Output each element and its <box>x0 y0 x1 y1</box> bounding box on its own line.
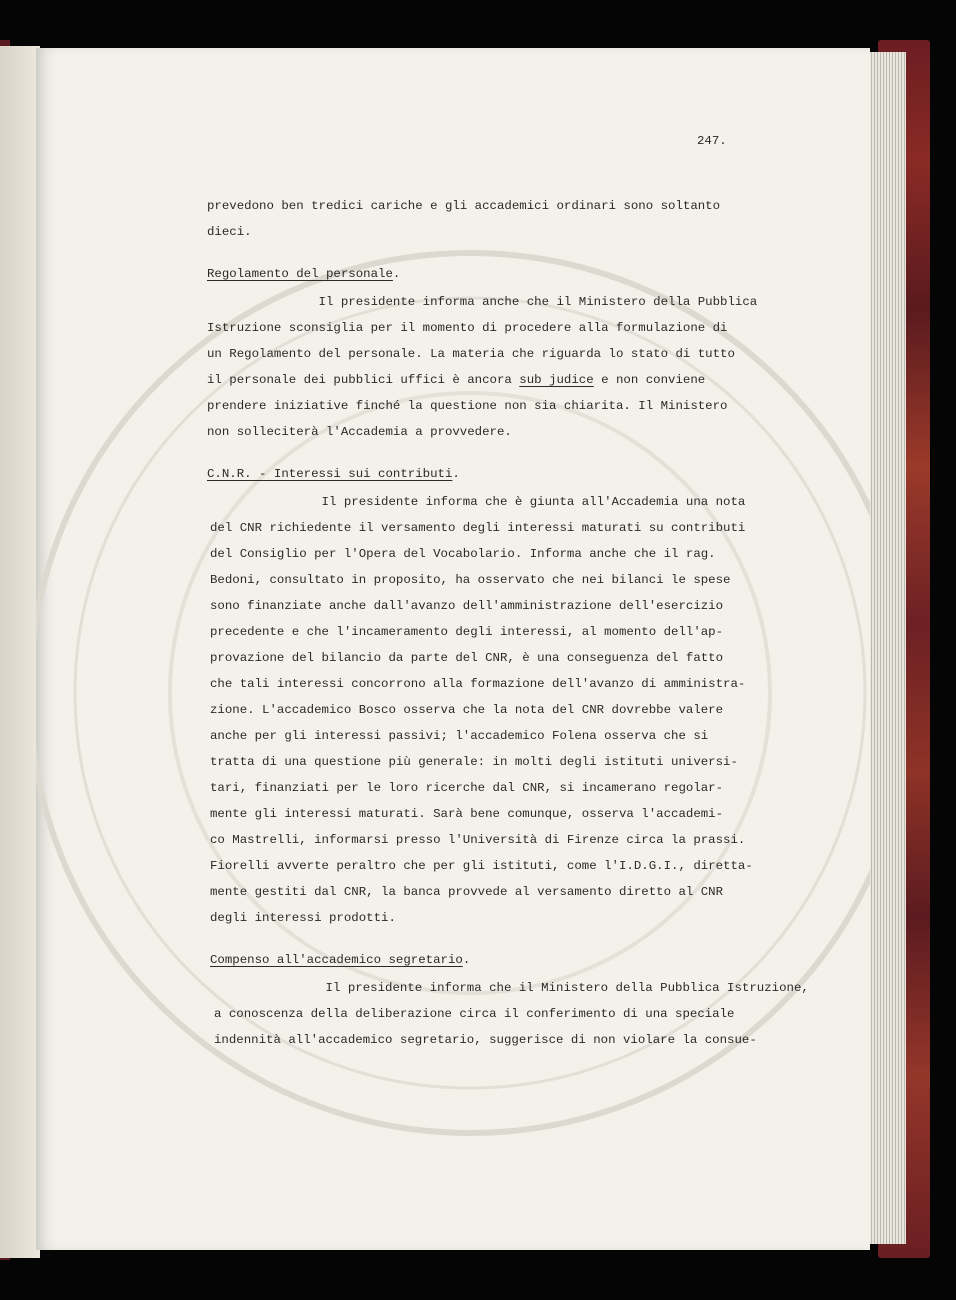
text-segment: mente gestiti dal CNR, la banca provvede al versamento diretto al CNR <box>210 885 724 899</box>
text-line <box>210 697 753 723</box>
text-segment: anche per gli interessi passivi; l'accademico Folena osserva che si <box>210 729 709 743</box>
text-segment: un Regolamento del personale. La materia che riguarda lo stato di tutto <box>207 347 735 361</box>
text-segment: Il presidente informa anche che il Ministero della Pubblica <box>207 295 758 309</box>
paragraph <box>214 975 809 1053</box>
text-line <box>210 853 753 879</box>
text-segment: del Consiglio per l'Opera del Vocabolario. Informa anche che il rag. <box>210 547 716 561</box>
text-line <box>210 645 753 671</box>
underlined-text: Compenso all'accademico segretario <box>210 953 463 967</box>
page-stack-edge <box>866 52 906 1244</box>
text-segment: indennità all'accademico segretario, suggerisce di non violare la consue- <box>214 1033 757 1047</box>
section-heading <box>207 461 460 487</box>
text-segment: . <box>452 467 460 481</box>
text-line <box>210 619 753 645</box>
text-line <box>207 289 757 315</box>
text-segment: . <box>462 953 471 967</box>
text-segment: non solleciterà l'Accademia a provvedere. <box>207 425 512 439</box>
text-segment: degli interessi prodotti. <box>210 911 396 925</box>
text-segment: Istruzione sconsiglia per il momento di procedere alla formulazione di <box>207 321 728 335</box>
text-segment: a conoscenza della deliberazione circa il conferimento di una speciale <box>214 1007 735 1021</box>
document-page <box>36 48 870 1250</box>
section-heading <box>207 261 400 287</box>
text-segment: precedente e che l'incameramento degli interessi, al momento dell'ap- <box>210 625 724 639</box>
text-line <box>210 775 753 801</box>
text-line <box>210 515 753 541</box>
left-page-edge <box>0 46 40 1258</box>
text-segment: dieci. <box>207 225 252 239</box>
text-line <box>207 341 757 367</box>
text-segment: mente gli interessi maturati. Sarà bene comunque, osserva l'accademi- <box>210 807 724 821</box>
text-segment: Il presidente informa che il Ministero della Pubblica Istruzione, <box>214 981 809 995</box>
text-segment: zione. L'accademico Bosco osserva che la nota del CNR dovrebbe valere <box>210 703 724 717</box>
text-line <box>210 749 753 775</box>
underlined-text: Regolamento del personale <box>207 267 393 281</box>
text-line <box>210 827 753 853</box>
page-number: 247. <box>697 134 727 148</box>
text-line <box>210 801 753 827</box>
text-line <box>210 541 753 567</box>
text-segment: prevedono ben tredici cariche e gli accademici ordinari sono soltanto <box>207 199 721 213</box>
text-line <box>210 879 753 905</box>
text-line <box>207 419 757 445</box>
text-line <box>214 975 809 1001</box>
text-line <box>207 219 720 245</box>
underlined-text: sub judice <box>519 373 594 387</box>
text-segment: tari, finanziati per le loro ricerche dal CNR, si incamerano regolar- <box>210 781 724 795</box>
text-segment: Bedoni, consultato in proposito, ha osservato che nei bilanci le spese <box>210 573 731 587</box>
text-segment: . <box>392 267 401 281</box>
text-line <box>210 905 753 931</box>
text-line <box>207 461 460 487</box>
text-line <box>214 1001 809 1027</box>
text-line <box>210 489 753 515</box>
text-segment: Fiorelli avverte peraltro che per gli istituti, come l'I.D.G.I., diretta- <box>210 859 753 873</box>
text-line <box>210 947 470 973</box>
section-heading <box>210 947 470 973</box>
text-line <box>207 367 757 393</box>
text-line <box>207 193 720 219</box>
text-segment: Il presidente informa che è giunta all'Accademia una nota <box>210 495 746 509</box>
text-line <box>210 593 753 619</box>
text-line <box>210 671 753 697</box>
paragraph <box>207 193 720 245</box>
text-segment: provazione del bilancio da parte del CNR, è una conseguenza del fatto <box>210 651 724 665</box>
text-segment: e non conviene <box>593 373 706 387</box>
text-line <box>207 315 757 341</box>
text-segment: prendere iniziative finché la questione non sia chiarita. Il Ministero <box>207 399 728 413</box>
text-segment: tratta di una questione più generale: in molti degli istituti universi- <box>210 755 738 769</box>
text-line <box>210 723 753 749</box>
paragraph <box>210 489 753 931</box>
text-segment: co Mastrelli, informarsi presso l'Università di Firenze circa la prassi. <box>210 833 746 847</box>
underlined-text: C.N.R. - Interessi sui contributi <box>207 467 453 481</box>
text-line <box>210 567 753 593</box>
text-segment: sono finanziate anche dall'avanzo dell'amministrazione dell'esercizio <box>210 599 724 613</box>
text-segment: del CNR richiedente il versamento degli interessi maturati su contributi <box>210 521 746 535</box>
paragraph <box>207 289 757 445</box>
text-line <box>207 261 400 287</box>
text-line <box>207 393 757 419</box>
text-segment: il personale dei pubblici uffici è ancora <box>207 373 520 387</box>
text-segment: che tali interessi concorrono alla formazione dell'avanzo di amministra- <box>210 677 746 691</box>
text-line <box>214 1027 809 1053</box>
